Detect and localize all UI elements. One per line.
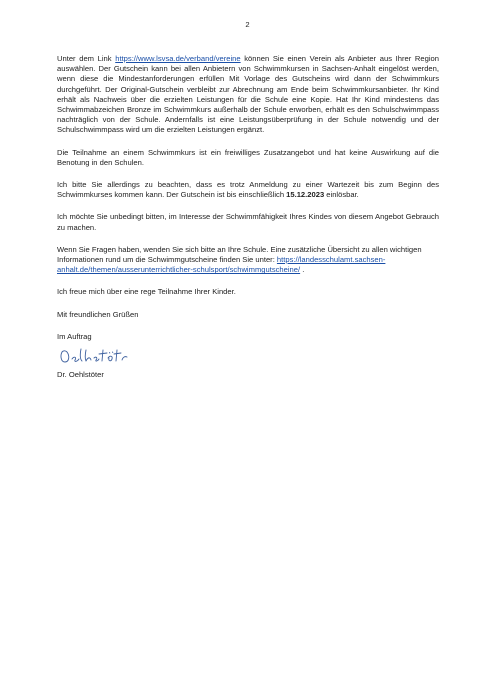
lsvsa-vereine-link[interactable]: https://www.lsvsa.de/verband/vereine (115, 54, 241, 63)
paragraph-text: Wenn Sie Fragen haben, wenden Sie sich bitte an Ihre Schule. Eine zusätzliche Übersicht zu allen wichtigen Informationen rund um die Schwimmgutscheine finden Sie unter: (57, 244, 422, 265)
page-number: 2 (245, 20, 250, 29)
paragraph-appeal: Ich möchte Sie unbedingt bitten, im Interesse der Schwimmfähigkeit Ihres Kindes von diesem Angebot Gebrauch zu machen. (57, 212, 439, 232)
paragraph-text: . (300, 265, 305, 275)
paragraph-vereine (57, 54, 439, 136)
paragraph-text: können Sie einen Verein als Anbieter (240, 54, 377, 63)
on-behalf-label: Im Auftrag (57, 331, 92, 341)
paragraph-thanks: Ich freue mich über eine rege Teilnahme Ihrer Kinder. (57, 287, 236, 297)
paragraph-text: aus Ihrer Region auswählen. Der Gutschein kann bei allen Anbietern von Schwimmkursen in Sachsen-Anhalt eingelöst werden, wenn diese die Mindestanforderungen erfüllen Mit Vorlage des Gutscheins wird dann der Schwimmkurs durchgeführt. Der Original-Gutschein verbleibt zur Abrechnung am Ende beim Schwimmkursanbieter. Ihr Kind erhält als Nachweis über die erzielten Leistungen für die Schule eine Kopie. Hat Ihr Kind mindestens das Schwimmabzeichen Bronze im Schwimmkurs außerhalb der Schule erworben, erhält es den Schulschwimmpass nachträglich von der Schule. Andernfalls ist eine Leistungsüberprüfung in der Schule notwendig und der Schulschwimmpass wird um die erzielten Leistungen ergänzt. (57, 54, 439, 135)
paragraph-teilnahme: Die Teilnahme an einem Schwimmkurs ist ein freiwilliges Zusatzangebot und hat keine Auswirkung auf die Benotung in den Schulen. (57, 147, 439, 167)
paragraph-text: Ich bitte Sie allerdings zu beachten, dass es trotz Anmeldung zu einer Wartezeit bis zum Beginn des Schwimmkurses kommen kann. Der Gutschein ist bis einschließlich (57, 180, 439, 200)
paragraph-text: Unter dem Link (57, 54, 116, 63)
handwritten-signature (59, 346, 129, 368)
signature-text: Oehlstötr (59, 346, 64, 348)
closing-greeting: Mit freundlichen Grüßen (57, 309, 139, 319)
deadline-date: 15.12.2023 (286, 190, 325, 200)
paragraph-wartezeit (57, 180, 439, 200)
paragraph-questions (57, 245, 439, 276)
signer-name: Dr. Oehlstöter (57, 370, 104, 380)
paragraph-text: einlösbar. (324, 190, 359, 200)
landesschulamt-link[interactable]: https://landesschulamt.sachsen-anhalt.de/themen/ausserunterrichtlicher-schulsport/schwimmgutscheine/ (57, 255, 386, 275)
letter-body (57, 54, 439, 380)
